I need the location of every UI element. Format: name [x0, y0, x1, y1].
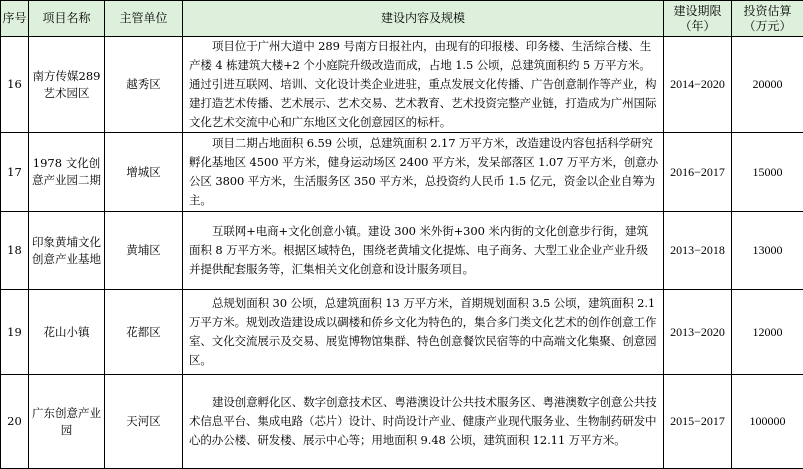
cell-content: 建设创意孵化区、数字创意技术区、粤港澳设计公共技术服务区、粤港澳数字创意公共技术信息平台、集成电路（芯片）设计、时尚设计产业、健康产业现代服务业、生物制药研发中心的办公楼、研发楼、展示中心等；用地面积 9.48 公顷，建筑面积 12.11 万平方米。	[183, 375, 664, 469]
cell-seq: 16	[1, 37, 29, 133]
cell-unit: 越秀区	[105, 37, 183, 133]
cell-invest: 12000	[732, 290, 803, 375]
cell-invest: 20000	[732, 37, 803, 133]
cell-seq: 17	[1, 133, 29, 212]
cell-unit: 增城区	[105, 133, 183, 212]
cell-seq: 19	[1, 290, 29, 375]
cell-unit: 黄埔区	[105, 212, 183, 290]
cell-content: 互联网+电商+文化创意小镇。建设 300 米外街+300 米内街的文化创意步行街，建筑面积 8 万平方米。根据区域特色，围绕老黄埔文化提炼、电子商务、大型工业企业产业升级并提供配套服务等，汇集相关文化创意和设计服务项目。	[183, 212, 664, 290]
cell-name: 广东创意产业园	[29, 375, 105, 469]
cell-unit: 花都区	[105, 290, 183, 375]
cell-name: 1978 文化创意产业园二期	[29, 133, 105, 212]
header-unit: 主管单位	[105, 1, 183, 37]
cell-unit: 天河区	[105, 375, 183, 469]
header-period: 建设期限（年）	[664, 1, 732, 37]
cell-seq: 20	[1, 375, 29, 469]
header-seq: 序号	[1, 1, 29, 37]
cell-period: 2013−2018	[664, 212, 732, 290]
cell-content: 项目位于广州大道中 289 号南方日报社内，由现有的印报楼、印务楼、生活综合楼、生产楼 4 栋建筑大楼+2 个小庭院升级改造而成，占地 1.5 公顷，总建筑面积约 5 万平方米。通过引进互联网、培训、文化设计类企业进驻，重点发展文化传播、广告创意制作等产业，构建打造艺术传播、艺术展示、艺术交易、艺术教育、艺术投资完整产业链，打造成为广州国际文化艺术交流中心和广东地区文化创意园区的标杆。	[183, 37, 664, 133]
cell-content: 总规划面积 30 公顷，总建筑面积 13 万平方米，首期规划面积 3.5 公顷，建筑面积 2.1 万平方米。规划改造建设成以碉楼和侨乡文化为特色的，集合多门类文化艺术的创作创意工作室、文化交流展示及交易、展览博物馆集群、特色创意餐饮民宿等的中高端文化集聚、创意园区。	[183, 290, 664, 375]
cell-invest: 100000	[732, 375, 803, 469]
cell-invest: 13000	[732, 212, 803, 290]
cell-name: 印象黄埔文化创意产业基地	[29, 212, 105, 290]
table-row	[1, 37, 803, 133]
cell-period: 2013−2020	[664, 290, 732, 375]
header-row	[1, 1, 803, 37]
table-row	[1, 212, 803, 290]
table-row	[1, 133, 803, 212]
table-row	[1, 375, 803, 469]
cell-name: 南方传媒289 艺术园区	[29, 37, 105, 133]
cell-period: 2016−2017	[664, 133, 732, 212]
cell-period: 2015−2017	[664, 375, 732, 469]
header-name: 项目名称	[29, 1, 105, 37]
cell-content: 项目二期占地面积 6.59 公顷，总建筑面积 2.17 万平方米，改造建设内容包括科学研究孵化基地区 4500 平方米，健身运动场区 2400 平方米，发呆部落区 1.07 万平方米，创意办公区 3800 平方米，生活服务区 350 平方米，总投资约人民币 1.5 亿元，资金以企业自筹为主。	[183, 133, 664, 212]
cell-period: 2014−2020	[664, 37, 732, 133]
header-invest: 投资估算（万元）	[732, 1, 803, 37]
cell-name: 花山小镇	[29, 290, 105, 375]
table-row	[1, 290, 803, 375]
cell-seq: 18	[1, 212, 29, 290]
cell-invest: 15000	[732, 133, 803, 212]
header-content: 建设内容及规模	[183, 1, 664, 37]
